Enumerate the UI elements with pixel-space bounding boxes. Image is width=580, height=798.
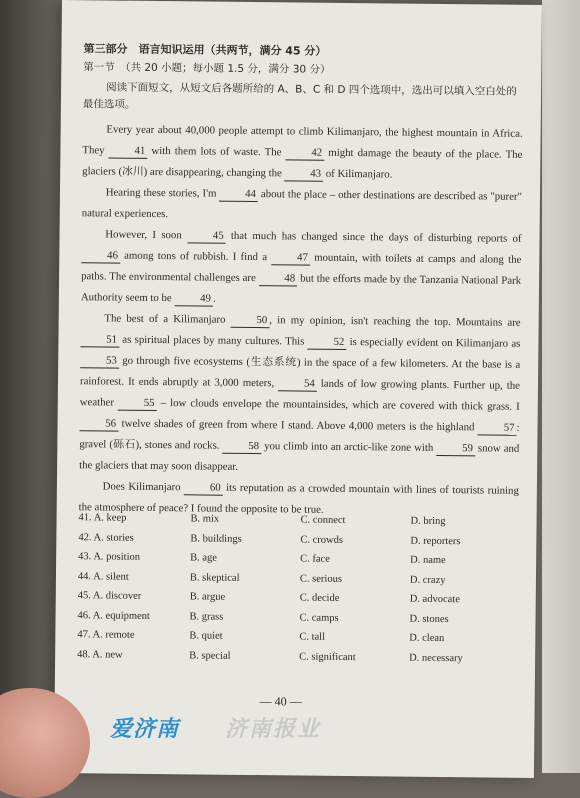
passage-text: Does Kilimanjaro (102, 480, 185, 494)
passage-text: among tons of rubbish. I find a (119, 249, 272, 264)
passage-text: However, I soon (105, 228, 188, 242)
content (79, 40, 524, 523)
option-d: D. name (410, 554, 446, 567)
passage-text: , in my opinion, isn't reaching the top. Mountains are (269, 314, 521, 329)
passage-text: as spiritual places by many cultures. This (118, 333, 308, 348)
paragraph-4 (79, 308, 521, 481)
option-a: 42. A. stories (78, 531, 134, 544)
option-c: C. connect (300, 514, 346, 527)
paragraph-3 (81, 224, 522, 313)
option-b: B. mix (190, 513, 220, 525)
passage-text: is especially evident on Kilimanjaro as (346, 335, 521, 350)
option-a: 44. A. silent (77, 570, 129, 583)
option-d: D. reporters (410, 535, 461, 547)
option-c: C. camps (299, 612, 339, 624)
option-a: 45. A. discover (77, 590, 142, 603)
option-c: C. significant (299, 651, 356, 663)
option-a: 43. A. position (78, 551, 141, 564)
blank-55: 55 (118, 397, 157, 411)
paragraph-1 (82, 119, 523, 187)
logo-jinan-baoye: 济南报业 (225, 716, 322, 742)
section-subtitle: 第一节 （共 20 小题；每小题 1.5 分，满分 30 分） (83, 61, 331, 76)
blank-58: 58 (222, 440, 261, 454)
passage-text: Hearing these stories, I'm (105, 186, 220, 200)
option-d: D. advocate (409, 593, 460, 606)
blank-44: 44 (219, 188, 258, 202)
blank-50: 50 (231, 314, 270, 328)
passage-text: . (212, 292, 216, 305)
option-d: D. crazy (409, 574, 446, 586)
blank-54: 54 (278, 377, 317, 391)
passage-text: snow and the glaciers that may soon disappear. (79, 442, 520, 473)
option-row (77, 645, 517, 669)
blank-41: 41 (109, 144, 148, 158)
blank-43: 43 (284, 167, 323, 181)
option-a: 41. A. keep (78, 512, 127, 524)
option-c: C. decide (299, 592, 340, 605)
blank-53: 53 (80, 354, 119, 368)
blank-47: 47 (271, 251, 310, 265)
option-a: 47. A. remote (77, 629, 135, 642)
passage-text: The best of a Kilimanjaro (104, 312, 231, 326)
passage-text: Every year about 40,000 people attempt to climb Kilimanjaro, the highest mountain in Africa. They (82, 123, 523, 157)
section-title: 第三部分 语言知识运用（共两节，满分 45 分） (83, 42, 327, 58)
passage-text: you climb into an arctic-like zone with (261, 440, 437, 454)
blank-46: 46 (81, 249, 120, 263)
passage-text: that much has changed since the days of disturbing reports of (225, 229, 522, 245)
passage-text: lands of low growing plants. Further up, the weather (79, 377, 521, 409)
blank-59: 59 (436, 442, 475, 456)
passage-text: : gravel (砾石), stones and rocks. (79, 421, 520, 452)
background-right (542, 0, 580, 773)
option-d: D. bring (410, 515, 446, 528)
passage-text: with them lots of waste. The (147, 144, 286, 159)
option-b: B. age (190, 552, 218, 564)
blank-51: 51 (80, 333, 119, 347)
instruction: 阅读下面短文，从短文后各题所给的 A、B、C 和 D 四个选项中，选出可以填入空白处的最佳选项。 (82, 81, 517, 111)
blank-56: 56 (79, 417, 118, 431)
passage-text: but the efforts made by the Tanzania National Park Authority seem to be (80, 272, 522, 305)
passage-text: twelve shades of green from where I stand. Above 4,000 meters is the highland (118, 417, 479, 434)
blank-48: 48 (259, 272, 298, 286)
option-d: D. necessary (409, 652, 463, 664)
options-list (77, 508, 519, 669)
option-c: C. tall (299, 631, 326, 644)
passage-text: mountain, with toilets at camps and along the paths. The environmental challenges are (81, 251, 522, 285)
option-d: D. clean (409, 632, 445, 645)
passage-text: its reputation as a crowded mountain with lines of tourists ruining the atmosphere of peace? I found the opposite to be true. (78, 481, 519, 516)
blank-42: 42 (286, 146, 325, 160)
exam-page (54, 0, 542, 778)
option-c: C. serious (299, 573, 343, 585)
passage-text: – low clouds envelope the mountainsides, which are covered with thick grass. I (156, 397, 520, 413)
option-d: D. stones (409, 613, 449, 625)
option-b: B. skeptical (189, 572, 240, 584)
option-c: C. crowds (300, 534, 344, 546)
option-b: B. quiet (189, 630, 223, 642)
paragraph-2 (82, 182, 522, 229)
passage-text: might damage the beauty of the place. The glaciers (冰川) are disappearing, changing the (82, 146, 523, 180)
passage-text: go through five ecosystems (生态系统) in the space of a few kilometers. At the base is a rainforest. It ends abruptly at 3,000 meters, (79, 354, 521, 390)
option-a: 48. A. new (77, 648, 123, 661)
blank-49: 49 (174, 292, 213, 306)
option-a: 46. A. equipment (77, 609, 150, 622)
option-b: B. argue (189, 591, 226, 603)
option-b: B. special (189, 650, 231, 662)
option-c: C. face (300, 553, 330, 566)
blank-57: 57 (478, 421, 517, 435)
passage-text: of Kilimanjaro. (323, 167, 393, 181)
blank-45: 45 (187, 229, 226, 243)
blank-60: 60 (184, 481, 223, 495)
blank-52: 52 (308, 336, 347, 350)
page-number: — 40 — (259, 694, 302, 709)
option-b: B. grass (189, 611, 224, 623)
option-b: B. buildings (190, 533, 242, 545)
passage-text: about the place – other destinations are described as "purer" natural experiences. (81, 188, 523, 221)
logo-ijinan: 爱济南 (110, 717, 180, 742)
